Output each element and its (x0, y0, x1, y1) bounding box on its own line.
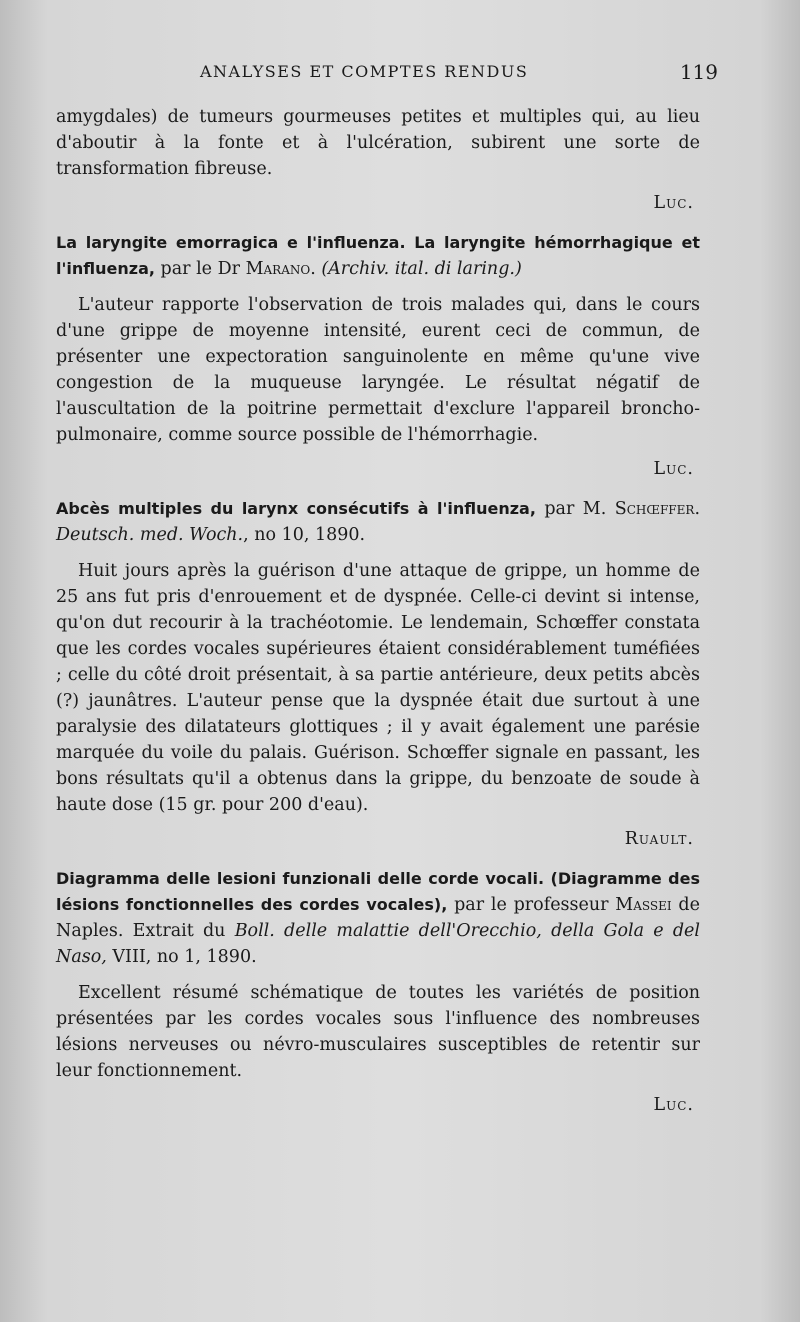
signature-luc-3: Luc. (653, 1095, 694, 1115)
article-by: par le professeur (454, 895, 609, 915)
article-issue: , no 10, 1890. (243, 525, 366, 545)
page-header (60, 60, 718, 92)
article-by: par le Dr (160, 259, 240, 279)
signature-luc-2: Luc. (653, 459, 694, 479)
article-title-bold: Diagramma delle lesioni funzionali delle corde vocali. (Diagramme des lésions fonctionnelles des cordes vocales), (56, 869, 700, 914)
article-source: (Archiv. ital. di laring.) (321, 259, 522, 279)
page-number: 119 (679, 60, 718, 84)
running-head: ANALYSES ET COMPTES RENDUS (200, 62, 529, 81)
article-author: Marano (245, 259, 311, 279)
article-title-after-author: de Naples. Extrait du (56, 895, 700, 941)
article-source: Boll. delle malattie dell'Orecchio, della Gola e del Naso, (56, 921, 700, 967)
page-content (56, 104, 700, 1128)
article-source: Deutsch. med. Woch. (56, 525, 244, 545)
article-title-abces: Abcès multiples du larynx consécutifs à l'influenza, par M. Schœffer. Deutsch. med. Woch., no 10, 1890. (56, 499, 701, 545)
article-title-diagramma (56, 866, 700, 970)
article-body-abces: Huit jours après la guérison d'une attaque de grippe, un homme de 25 ans fut pris d'enrouement et de dyspnée. Celle-ci devint si intense, qu'on dut recourir à la trachéotomie. Le lendemain, Schœffer constata que les cordes vocales supérieures étaient considérablement tuméfiées ; celle du côté droit présentait, à sa partie antérieure, deux petits abcès (?) jaunâtres. L'auteur pense que la dyspnée était due surtout à une paralysie des dilatateurs glottiques ; il y avait également une parésie marquée du voile du palais. Guérison. Schœffer signale en passant, les bons résultats qu'il a obtenus dans la grippe, du benzoate de soude à haute dose (15 gr. pour 200 d'eau). (56, 561, 700, 815)
article-title-bold: La laryngite emorragica e l'influenza. La laryngite hémorrhagique et l'influenza, (56, 233, 700, 278)
article-issue: VIII, no 1, 1890. (112, 947, 257, 967)
article-author: Massei (615, 895, 672, 915)
article-body-diagramma: Excellent résumé schématique de toutes les variétés de position présentées par les cordes vocales sous l'influence des nombreuses lésions nerveuses ou névro-musculaires susceptibles de retentir sur leur fonctionnement. (56, 983, 700, 1081)
article-by: par M. (544, 499, 607, 519)
article-title-laryngite: La laryngite emorragica e l'influenza. La laryngite hémorrhagique et l'influenza, par le Dr Marano. (Archiv. ital. di laring.) (56, 233, 700, 279)
continuation-paragraph: amygdales) de tumeurs gourmeuses petites et multiples qui, au lieu d'aboutir à la fonte et à l'ulcération, subirent une sorte de transformation fibreuse. (56, 107, 700, 179)
signature-ruault: Ruault. (624, 829, 694, 849)
article-title-bold: Abcès multiples du larynx consécutifs à l'influenza, (56, 499, 536, 518)
signature-luc-1: Luc. (653, 193, 694, 213)
article-body-laryngite: L'auteur rapporte l'observation de trois malades qui, dans le cours d'une grippe de moyenne intensité, eurent ceci de commun, de présenter une expectoration sanguinolente en même qu'une vive congestion de la muqueuse laryngée. Le résultat négatif de l'auscultation de la poitrine permettait d'exclure l'appareil broncho-pulmonaire, comme source possible de l'hémorrhagie. (56, 295, 700, 445)
article-author: Schœffer (614, 499, 695, 519)
